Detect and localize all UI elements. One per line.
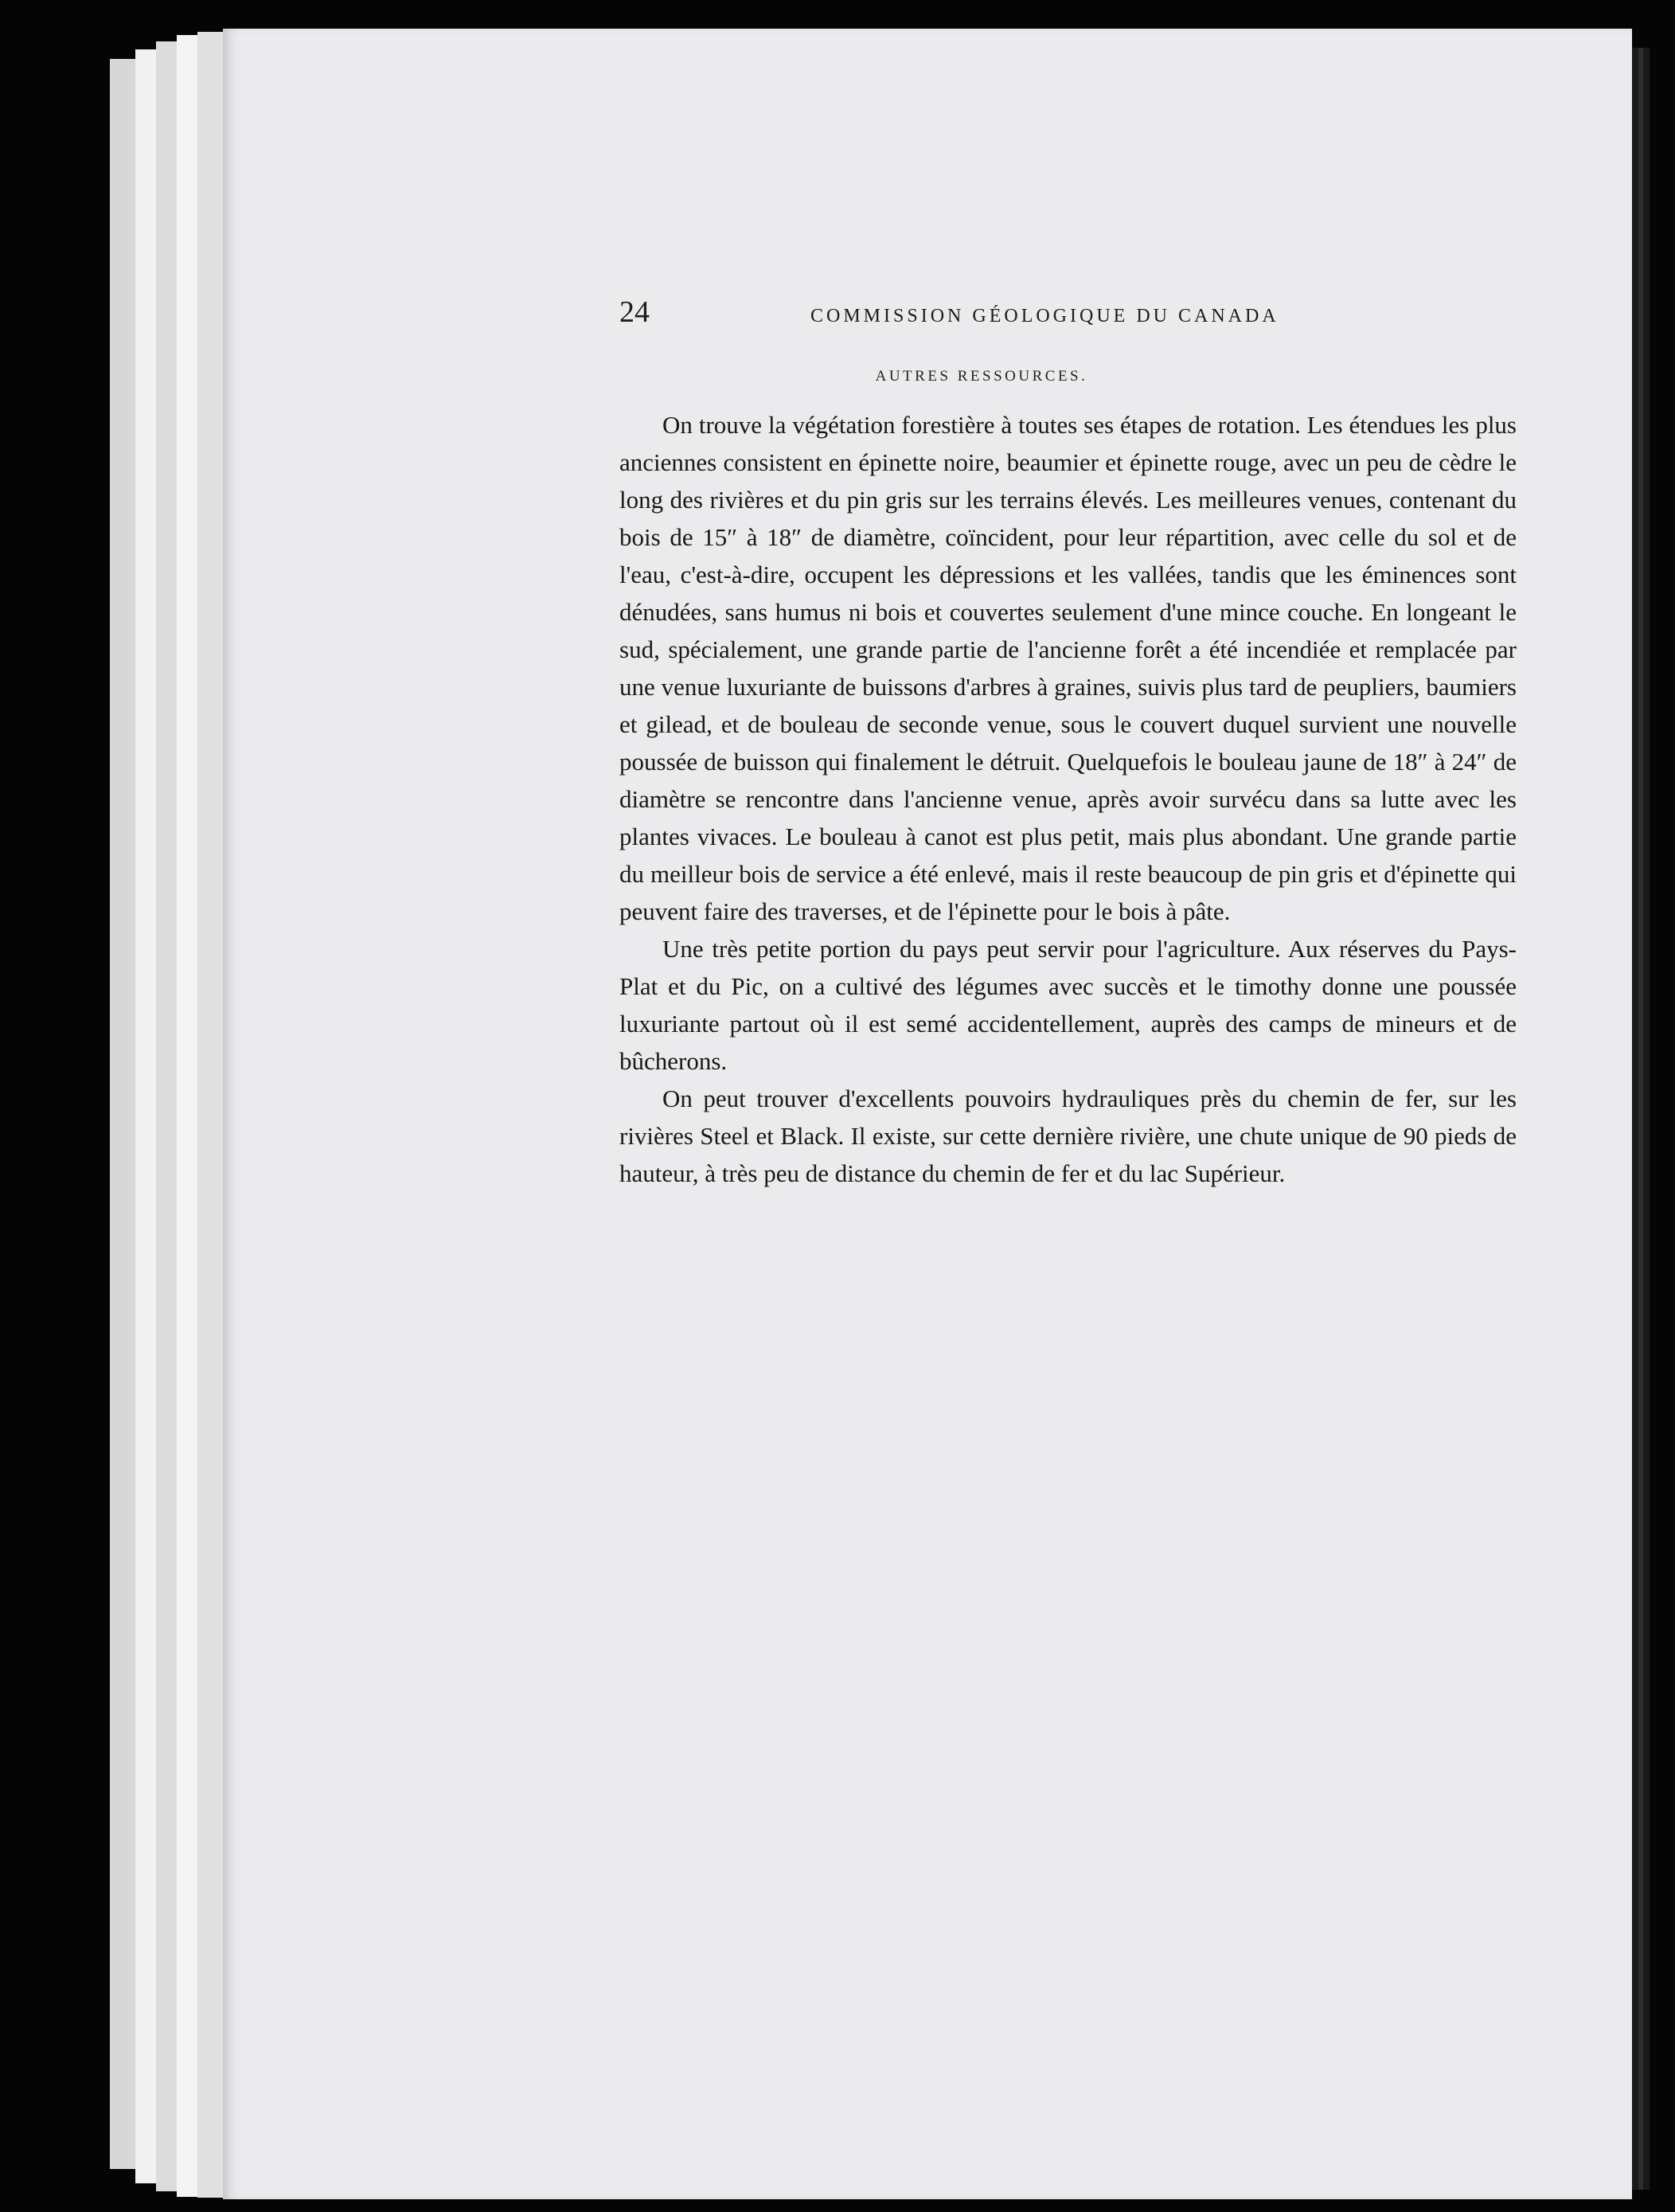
paragraph: Une très petite portion du pays peut servir pour l'agriculture. Aux réserves du Pays-Plat et du Pic, on a cultivé des légumes avec succès et le timothy donne une poussée luxuriante partout où il est semé accidentellement, auprès des camps de mineurs et de bûcherons.: [619, 935, 1517, 1075]
section-title: AUTRES RESSOURCES.: [875, 368, 1088, 385]
running-head: COMMISSION GÉOLOGIQUE DU CANADA: [810, 306, 1279, 326]
paragraph: On peut trouver d'excellents pouvoirs hydrauliques près du chemin de fer, sur les rivières Steel et Black. Il existe, sur cette dernière rivière, une chute unique de 90 pieds de hauteur, à très peu de distance du chemin de fer et du lac Supérieur.: [619, 1085, 1517, 1187]
paragraph: On trouve la végétation forestière à toutes ses étapes de rotation. Les étendues les plus anciennes consistent en épinette noire, beaumier et épinette rouge, avec un peu de cèdre le long des rivières et du pin gris sur les terrains élevés. Les meilleures venues, contenant du bois de 15″ à 18″ de diamètre, coïncident, pour leur répartition, avec celle du sol et de l'eau, c'est-à-dire, occupent les dépressions et les vallées, tandis que les éminences sont dénudées, sans humus ni bois et couvertes seulement d'une mince couche. En longeant le sud, spécialement, une grande partie de l'ancienne forêt a été incendiée et remplacée par une venue luxuriante de buissons d'arbres à graines, suivis plus tard de peupliers, baumiers et gilead, et de bouleau de seconde venue, sous le couvert duquel survient une nouvelle poussée de buisson qui finalement le détruit. Quelquefois le bouleau jaune de 18″ à 24″ de diamètre se rencontre dans l'ancienne venue, après avoir survécu dans sa lutte avec les plantes vivaces. Le bouleau à canot est plus petit, mais plus abondant. Une grande partie du meilleur bois de service a été enlevé, mais il reste beaucoup de pin gris et d'épinette qui peuvent faire des traverses, et de l'épinette pour le bois à pâte.: [619, 411, 1517, 925]
body-text: [619, 406, 1517, 1192]
page-header: [619, 295, 1344, 339]
page-number: 24: [619, 295, 650, 329]
binding-edge-highlight: [1638, 48, 1643, 2190]
